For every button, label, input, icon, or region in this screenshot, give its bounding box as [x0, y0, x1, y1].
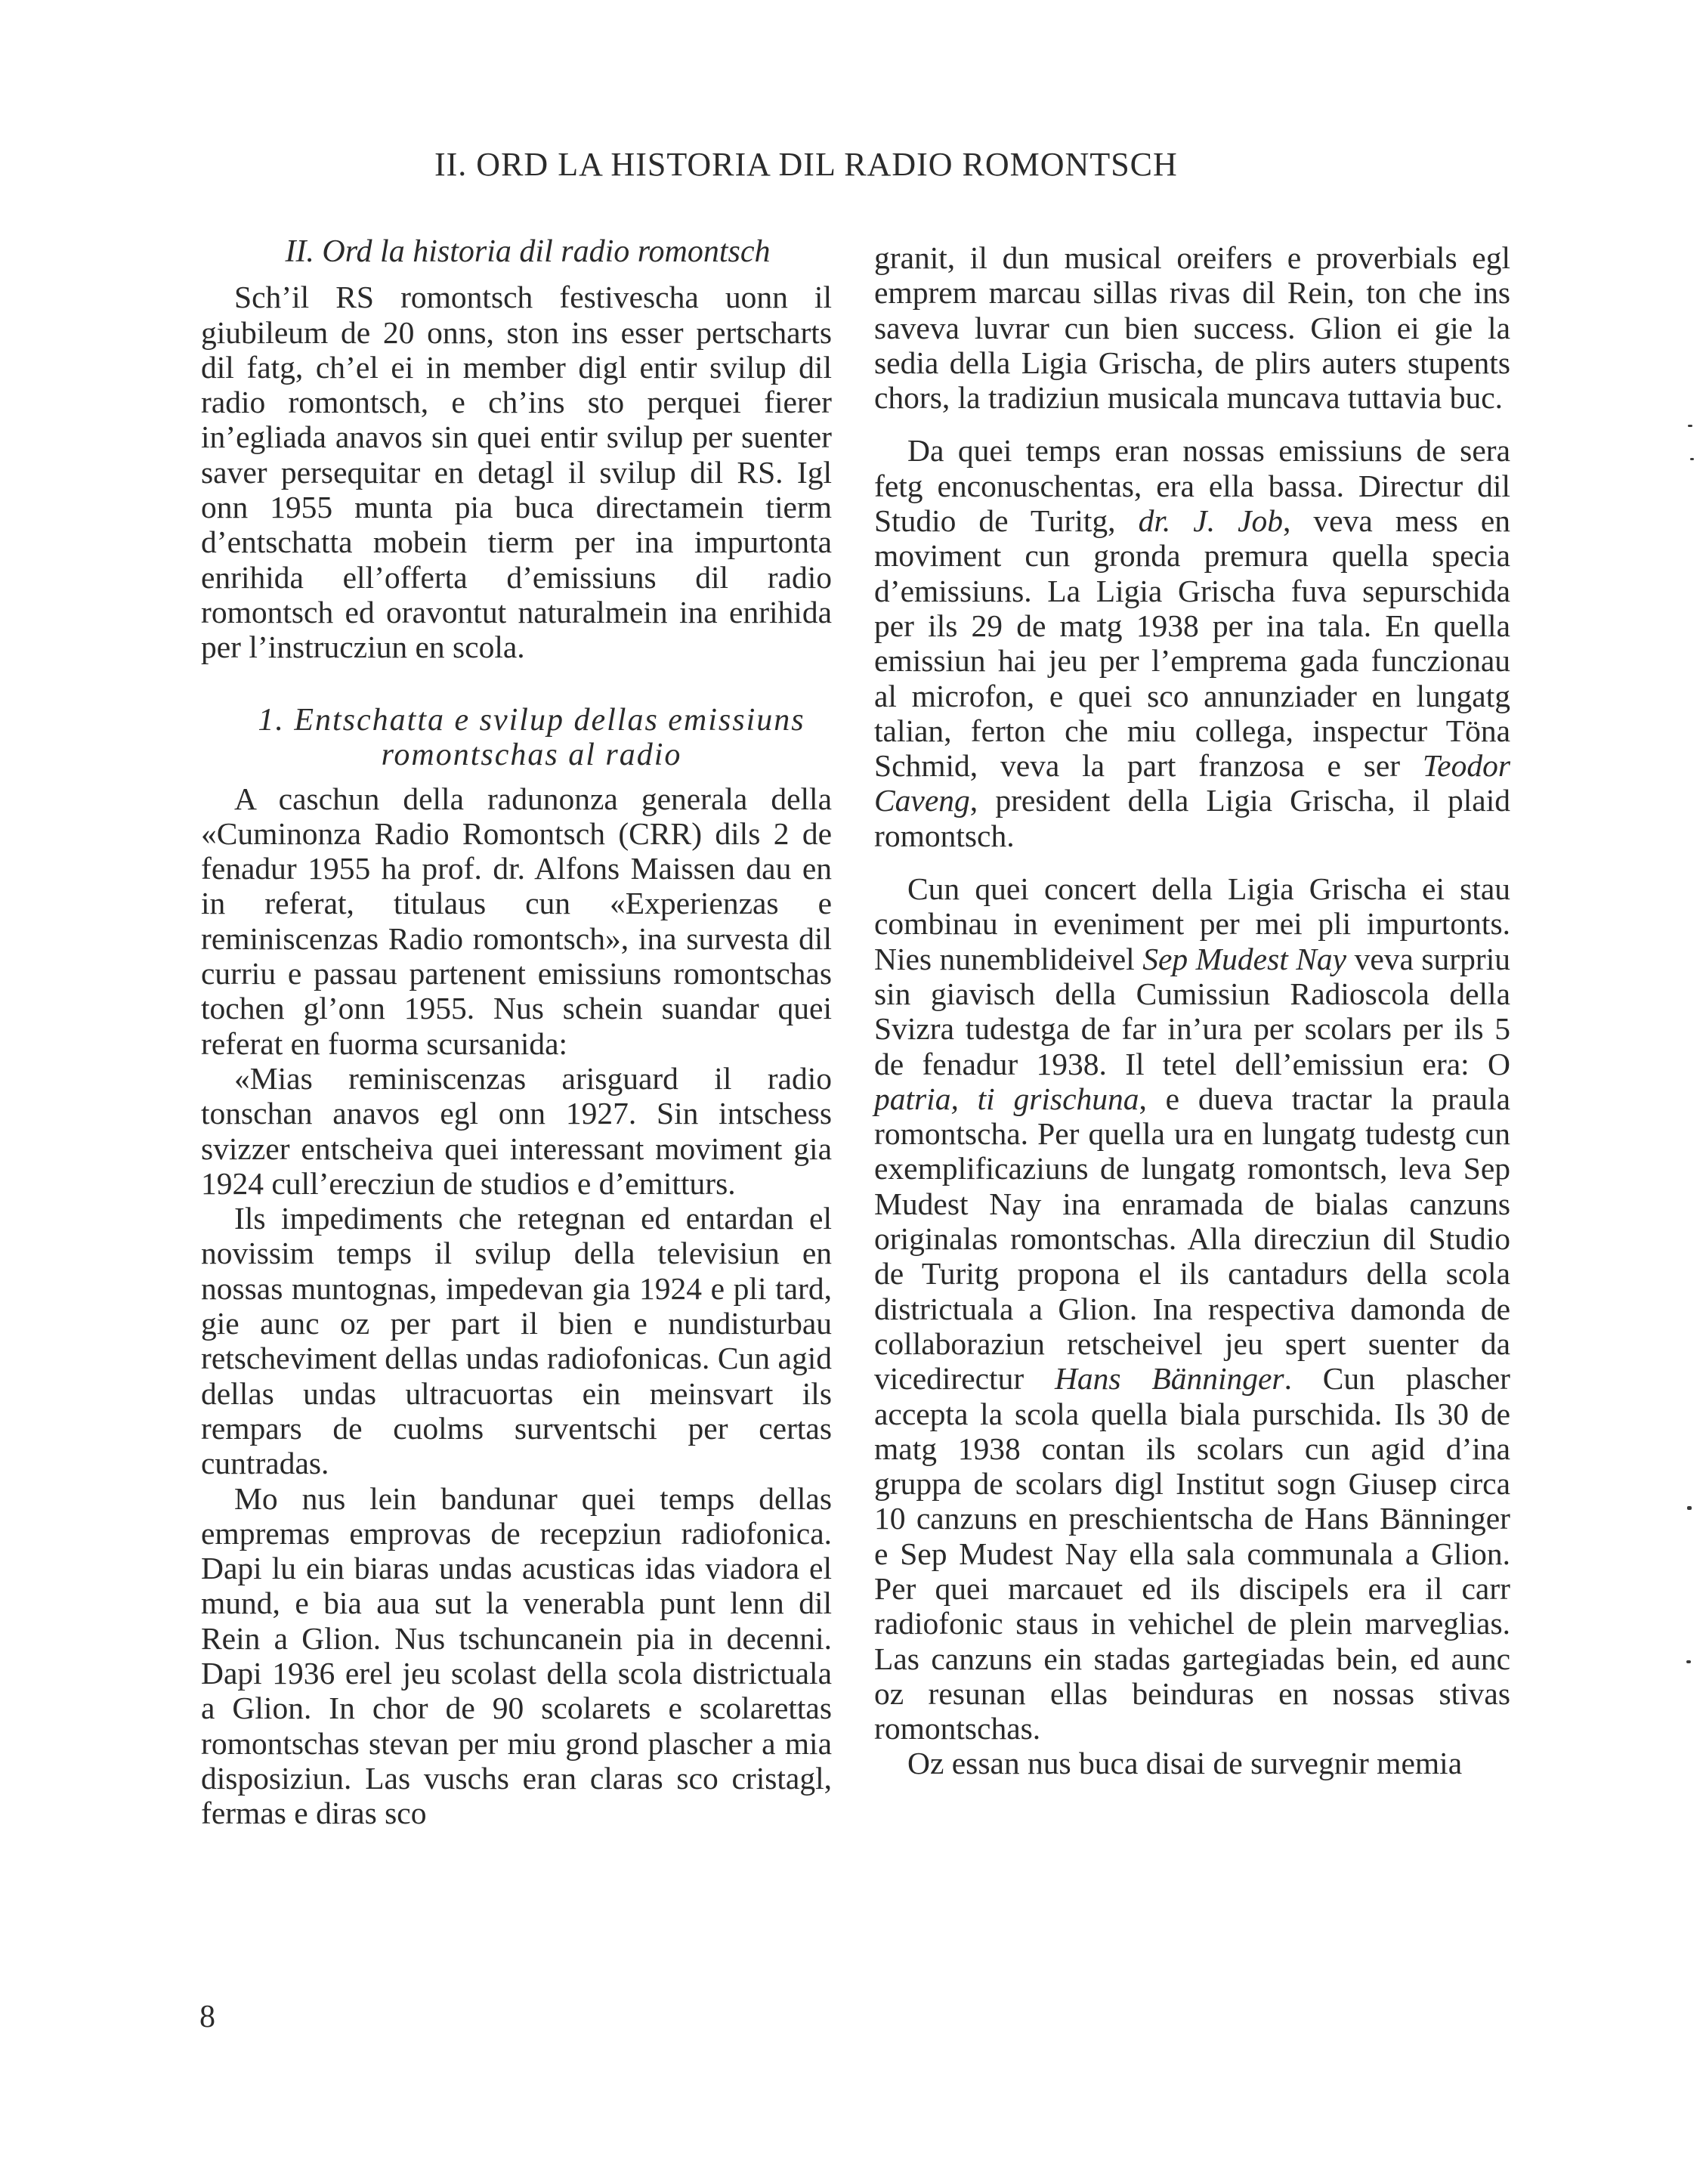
scan-speck: [1687, 1506, 1692, 1510]
paragraph: Mo nus lein bandunar quei temps dellas empremas emprovas de recepziun radiofonica. Dapi lu ein biaras undas acusticas idas viadora el mund, e bia aua sut la venerabla punt lenn dil Rein a Glion. Nus tschuncanein pia in decenni. Dapi 1936 erel jeu scolast della scola districtuala a Glion. In chor de 90 scolarets e scolarettas romontschas stevan per miu grond plascher a mia disposiziun. Las vuschs eran claras sco cristagl, fermas e diras sco: [201, 1480, 832, 1831]
paragraph: Ils impediments che retegnan ed entardan el novissim temps il svilup della televisiun en nossas muntognas, impedevan gia 1924 e pli tard, gie aunc oz per part il bien e nundisturbau retscheviment dellas undas radiofonicas. Cun agid dellas undas ultracuortas ein meinsvart ils rempars de cuolms surventschi per certas cuntradas.: [201, 1201, 832, 1481]
italic-name: Teodor Caveng: [874, 748, 1510, 818]
text-run: . Cun plascher accepta la scola quella biala purschida. Ils 30 de matg 1938 contan ils scolars cun agid d’ina gruppa de scolars digl Institut sogn Giusep circa 10 canzuns en preschientscha de Hans Bänninger e Sep Mudest Nay ella sala communala a Glion. Per quei marcauet ed ils discipels era il carr radiofonic staus in vehichel de plein marveglias. Las canzuns ein stadas gartegiadas bein, ed aunc oz resunan ellas beinduras en nossas stivas romontschas.: [874, 1361, 1510, 1746]
text-run: veva surpriu sin giavisch della Cumissiun Radioscola della Svizra tudestga de far in’ura per scolars per ils 5 de fenadur 1938. Il tetel dell’emissiun era: O: [874, 941, 1510, 1081]
text-run: , president della Ligia Grischa, il plaid romontsch.: [874, 783, 1510, 853]
paragraph: [874, 433, 1510, 853]
paragraph: Oz essan nus buca disai de survegnir memia: [907, 1746, 1463, 1781]
left-column: [201, 234, 832, 1830]
paragraph: A caschun della radunonza generala della «Cuminonza Radio Romontsch (CRR) dils 2 de fenadur 1955 ha prof. dr. Alfons Maissen dau en in referat, titulaus cun «Experienzas e reminiscenzas Radio romontsch», ina survesta dil curriu e passau partenent emissiuns romontschas tochen gl’onn 1955. Nus schein suandar quei referat en fuorma scursanida:: [201, 781, 832, 1061]
paragraph: «Mias reminiscenzas arisguard il radio tonschan anavos egl onn 1927. Sin intschess svizzer entscheiva quei interessant moviment gia 1924 cull’erecziun de studios e d’emitturs.: [201, 1060, 832, 1201]
paragraph: granit, il dun musical oreifers e proverbials egl emprem marcau sillas rivas dil Rein, ton che ins saveva luvrar cun bien success. Glion ei gie la sedia della Ligia Grischa, de plirs auters stupents chors, la tradiziun musicala muncava tuttavia buc.: [874, 240, 1510, 416]
section-heading: 1. Entschatta e svilup dellas emissiuns romontschas al radio: [258, 702, 805, 772]
scan-speck: [1686, 1660, 1691, 1663]
italic-title: patria, ti grischuna: [874, 1081, 1139, 1116]
italic-name: Sep Mudest Nay: [1142, 941, 1347, 976]
running-head: II. ORD LA HISTORIA DIL RADIO ROMONTSCH: [434, 146, 1178, 183]
text-run: , e dueva tractar la praula romontscha. Per quella ura en lungatg tudestg cun exemplificaziuns de lungatg romontsch, leva Sep Mudest Nay ina enramada de bialas canzuns originalas romontschas. Alla direcziun dil Studio de Turitg propona el ils cantadurs della scola districtuala a Glion. Ina respectiva damonda de collaboraziun retscheivel jeu spert suenter da vicedirectur: [874, 1081, 1510, 1397]
text-run: , veva mess en moviment cun gronda premura quella specia d’emissiuns. La Ligia Grischa fuva sepurschida per ils 29 de matg 1938 per ina tala. En quella emissiun hai jeu per l’emprema gada funczionau al microfon, e quei sco annunziader en lungatg talian, ferton che miu collega, inspectur Töna Schmid, veva la part franzosa e ser: [874, 503, 1510, 784]
italic-name: Hans Bänninger: [1054, 1361, 1284, 1397]
text-run: Da quei temps eran nossas emissiuns de sera fetg enconuschentas, era ella bassa. Directur dil Studio de Turitg,: [874, 433, 1510, 539]
text-run: Cun quei concert della Ligia Grischa ei stau combinau in eveniment per mei pli impurtonts. Nies nunemblideivel: [874, 871, 1510, 976]
right-column: [874, 240, 1510, 1781]
intro-paragraph: Sch’il RS romontsch festivescha uonn il giubileum de 20 onns, ston ins esser pertscharts dil fatg, ch’el ei in member digl entir svilup dil radio romontsch, e ch’ins sto perquei fierer in’egliada anavos sin quei entir svilup per suenter saver persequitar en detagl il svilup dil RS. Igl onn 1955 munta pia buca directamein tierm d’entschatta mobein tierm per ina impurtonta enrihida ell’offerta d’emissiuns dil radio romontsch ed oravontut naturalmein ina enrihida per l’instrucziun en scola.: [201, 280, 832, 665]
paragraph: [874, 871, 1510, 1746]
scan-speck: [1690, 458, 1694, 460]
scan-speck: [1688, 425, 1692, 427]
italic-name: dr. J. Job: [1138, 503, 1284, 539]
page-number: 8: [199, 2000, 215, 2034]
chapter-title: II. Ord la historia dil radio romontsch: [285, 234, 771, 269]
